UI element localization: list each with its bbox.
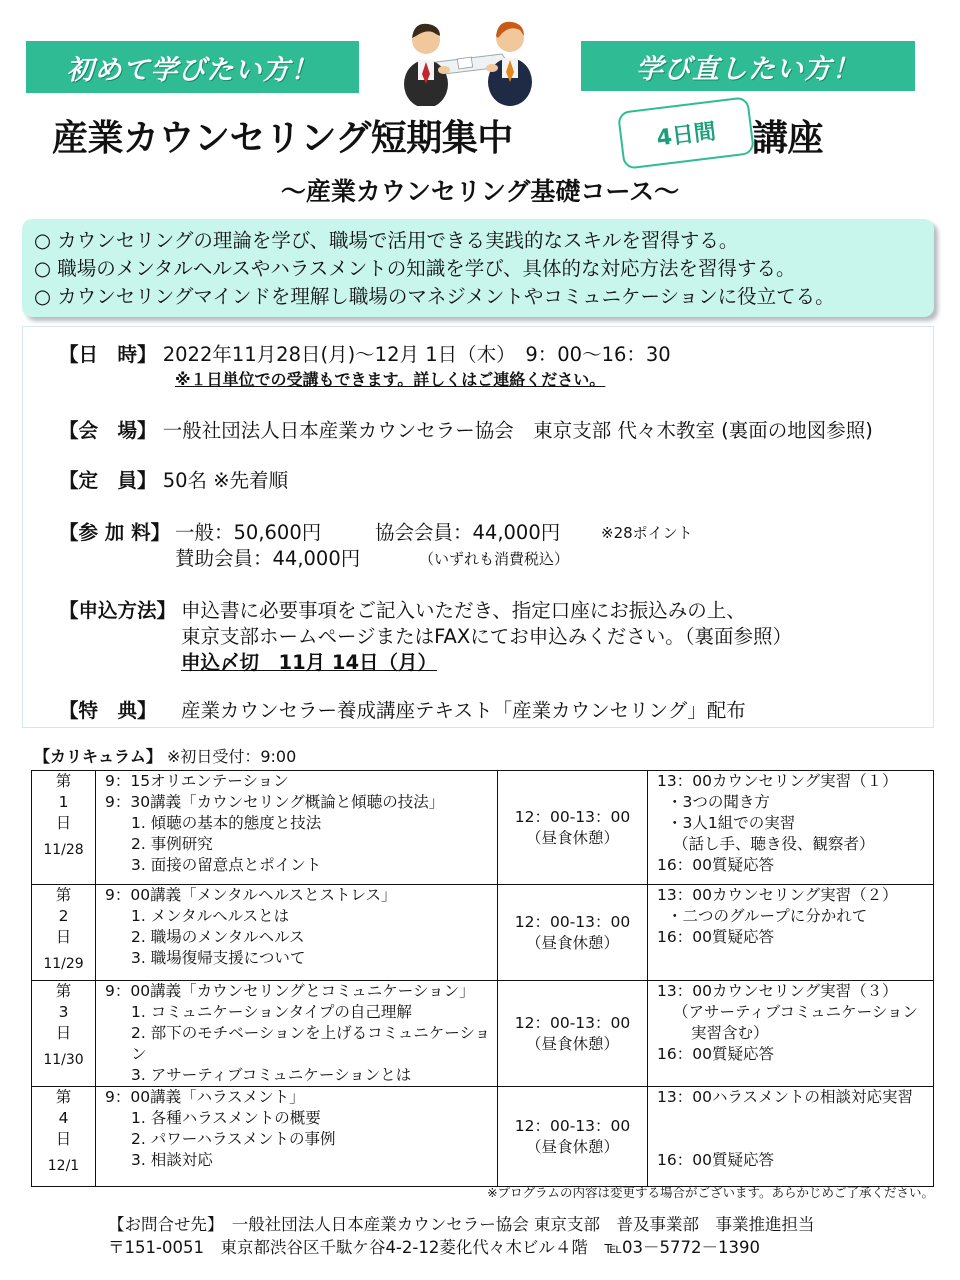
table-row xyxy=(32,1087,934,1187)
meeting-illustration xyxy=(398,14,538,106)
curriculum-heading xyxy=(34,744,296,767)
course-title-suffix: 講座 xyxy=(752,118,824,159)
banner-beginners: 初めて学びたい方！ xyxy=(26,41,359,93)
afternoon-cell: 13：00カウンセリング実習（２） ・二つのグループに分かれて 16：00質疑応答 xyxy=(648,885,934,981)
course-subtitle: ～産業カウンセリング基礎コース～ xyxy=(280,177,680,206)
fee-tax-note: （いずれも消費税込） xyxy=(419,550,570,568)
fee-label: 【参 加 料】 xyxy=(59,521,171,544)
contact-line-2: 〒151-0051 東京都渋谷区千駄ケ谷4-2-12菱化代々木ビル４階 ℡03－5772－1390 xyxy=(108,1238,761,1257)
apply-deadline: 申込〆切 11月 14日（月） xyxy=(181,651,438,674)
duration-badge: 4日間 xyxy=(617,96,755,170)
table-row xyxy=(32,981,934,1087)
aim-item: ○ カウンセリングの理論を学び、職場で活用できる実践的なスキルを習得する。 xyxy=(34,229,739,252)
morning-lecture-cell: 9：00講義「ハラスメント」 1. 各種ハラスメントの概要 2. パワーハラスメントの事例 3. 相談対応 xyxy=(96,1087,498,1187)
capacity-label: 【定 員】 xyxy=(59,469,157,492)
date-note: ※１日単位での受講もできます。詳しくはご連絡ください。 xyxy=(175,370,606,389)
course-aims-box xyxy=(22,219,934,317)
fee-member: 協会会員：44,000円 xyxy=(375,521,561,544)
date-label: 【日 時】 xyxy=(59,343,157,366)
capacity-value: 50名 ※先着順 xyxy=(162,469,289,492)
day-date: 11/30 xyxy=(43,1052,84,1068)
afternoon-cell: 13：00カウンセリング実習（１） ・3つの聞き方 ・3人1組での実習 （話し手、聴き役、観察者） 16：00質疑応答 xyxy=(648,771,934,885)
lunch-cell: 12：00-13：00 （昼食休憩） xyxy=(498,981,648,1087)
day-date: 11/28 xyxy=(43,842,84,858)
program-change-note: ※プログラムの内容は変更する場合がございます。あらかじめご了承ください。 xyxy=(487,1185,934,1200)
benefit-label: 【特 典】 xyxy=(59,699,157,722)
apply-instructions-line2: 東京支部ホームページまたはFAXにてお申込みください。（裏面参照） xyxy=(181,625,792,648)
day-cell: 第 4 日 12/1 xyxy=(32,1087,96,1187)
fee-general: 一般：50,600円 xyxy=(175,521,322,544)
apply-instructions-line1: 申込書に必要事項をご記入いただき、指定口座にお振込みの上、 xyxy=(181,599,746,622)
course-info-box xyxy=(22,326,934,728)
lunch-cell: 12：00-13：00 （昼食休憩） xyxy=(498,771,648,885)
morning-lecture-cell: 9：00講義「カウンセリングとコミュニケーション」 1. コミュニケーションタイプの自己理解 2. 部下のモチベーションを上げるコミュニケーション 3. アサーティブコミュニケーションとは xyxy=(96,981,498,1087)
curriculum-title: 【カリキュラム】 xyxy=(34,747,162,766)
day-cell: 第 2 日 11/29 xyxy=(32,885,96,981)
lunch-cell: 12：00-13：00 （昼食休憩） xyxy=(498,885,648,981)
aim-item: ○ 職場のメンタルヘルスやハラスメントの知識を学び、具体的な対応方法を習得する。 xyxy=(34,257,796,280)
contact-line-1: 【お問合せ先】 一般社団法人日本産業カウンセラー協会 東京支部 普及事業部 事業推進担当 xyxy=(108,1215,815,1234)
day-date: 11/29 xyxy=(43,956,84,972)
apply-label: 【申込方法】 xyxy=(59,599,177,622)
table-row xyxy=(32,885,934,981)
morning-lecture-cell: 9：00講義「メンタルヘルスとストレス」 1. メンタルヘルスとは 2. 職場のメンタルヘルス 3. 職場復帰支援について xyxy=(96,885,498,981)
afternoon-cell: 13：00ハラスメントの相談対応実習 16：00質疑応答 xyxy=(648,1087,934,1187)
morning-lecture-cell: 9：15オリエンテーション 9：30講義「カウンセリング概論と傾聴の技法」 1. 傾聴の基本的態度と技法 2. 事例研究 3. 面接の留意点とポイント xyxy=(96,771,498,885)
venue-label: 【会 場】 xyxy=(59,419,157,442)
lunch-cell: 12：00-13：00 （昼食休憩） xyxy=(498,1087,648,1187)
venue-value: 一般社団法人日本産業カウンセラー協会 東京支部 代々木教室 (裏面の地図参照) xyxy=(162,419,873,442)
reception-note: ※初日受付：9:00 xyxy=(166,747,297,766)
course-title: 産業カウンセリング短期集中 xyxy=(52,118,513,159)
day-cell: 第 3 日 11/30 xyxy=(32,981,96,1087)
contact-info xyxy=(108,1213,815,1259)
date-value: 2022年11月28日(月)～12月 1日（木） 9：00～16：30 xyxy=(162,343,671,366)
benefit-value: 産業カウンセラー養成講座テキスト「産業カウンセリング」配布 xyxy=(181,699,746,722)
fee-points: ※28ポイント xyxy=(601,524,693,542)
table-row xyxy=(32,771,934,885)
fee-supporter: 賛助会員：44,000円 xyxy=(175,547,361,570)
afternoon-cell: 13：00カウンセリング実習（３） （アサーティブコミュニケーション 実習含む） 16：00質疑応答 xyxy=(648,981,934,1087)
banner-relearners: 学び直したい方！ xyxy=(581,41,915,91)
day-date: 12/1 xyxy=(47,1158,80,1174)
day-cell: 第 1 日 11/28 xyxy=(32,771,96,885)
curriculum-table xyxy=(31,770,934,1187)
aim-item: ○ カウンセリングマインドを理解し職場のマネジメントやコミュニケーションに役立てる。 xyxy=(34,285,835,308)
